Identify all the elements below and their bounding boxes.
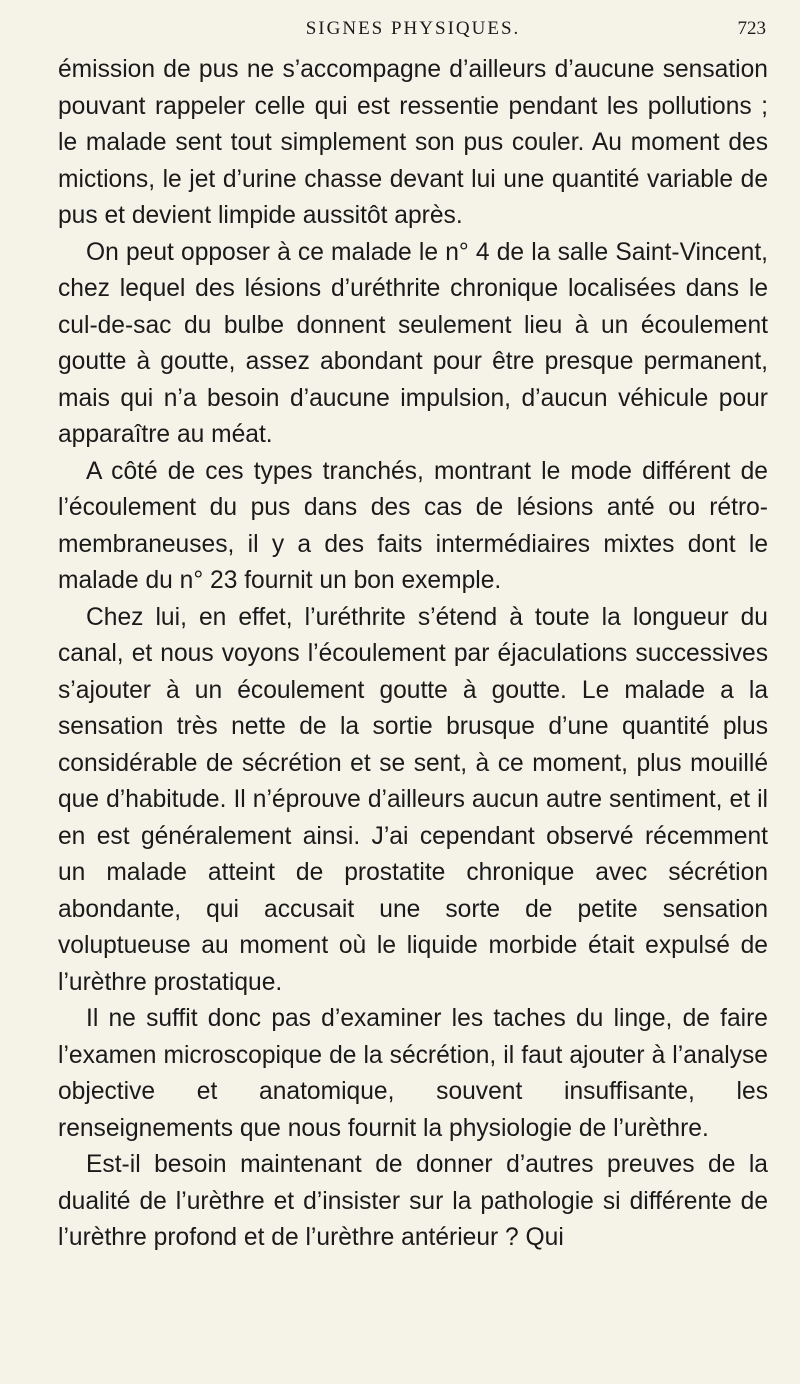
page-header bbox=[58, 14, 768, 44]
paragraph: Chez lui, en effet, l’uréthrite s’étend à toute la longueur du canal, et nous voyons l’écoulement par éjaculations successives s’ajouter à un écoulement goutte à goutte. Le malade a la sensation très nette de la sortie brusque d’une quantité plus considérable de sécrétion et se sent, à ce moment, plus mouillé que d’habitude. Il n’éprouve d’ailleurs aucun autre sentiment, et il en est généralement ainsi. J’ai cependant observé récemment un malade atteint de prostatite chronique avec sécrétion abondante, qui accusait une sorte de petite sensation voluptueuse au moment où le liquide morbide était expulsé de l’urèthre prostatique. bbox=[58, 603, 768, 996]
paragraph: A côté de ces types tranchés, montrant le mode différent de l’écoulement du pus dans des cas de lésions anté ou rétro-membraneuses, il y a des faits intermédiaires mixtes dont le malade du n° 23 fournit un bon exemple. bbox=[58, 457, 768, 594]
body-text bbox=[58, 52, 768, 1257]
paragraph: On peut opposer à ce malade le n° 4 de la salle Saint-Vincent, chez lequel des lésions d’uréthrite chronique localisées dans le cul-de-sac du bulbe donnent seulement lieu à un écoulement goutte à goutte, assez abondant pour être presque permanent, mais qui n’a besoin d’aucune impulsion, d’aucun véhicule pour apparaître au méat. bbox=[58, 238, 768, 448]
paragraph-continuation: émission de pus ne s’accompagne d’ailleurs d’aucune sensation pouvant rappeler celle qui est ressentie pendant les pollutions ; le malade sent tout simplement son pus couler. Au moment des mictions, le jet d’urine chasse devant lui une quantité variable de pus et devient limpide aussitôt après. bbox=[58, 56, 768, 229]
page-number: 723 bbox=[737, 18, 766, 39]
paragraph: Est-il besoin maintenant de donner d’autres preuves de la dualité de l’urèthre et d’insister sur la pathologie si différente de l’urèthre profond et de l’urèthre antérieur ? Qui bbox=[58, 1151, 768, 1251]
paragraph: Il ne suffit donc pas d’examiner les taches du linge, de faire l’examen microscopique de la sécrétion, il faut ajouter à l’analyse objective et anatomique, souvent insuffisante, les renseignements que nous fournit la physiologie de l’urèthre. bbox=[58, 1005, 768, 1142]
running-head: SIGNES PHYSIQUES. bbox=[305, 18, 521, 39]
